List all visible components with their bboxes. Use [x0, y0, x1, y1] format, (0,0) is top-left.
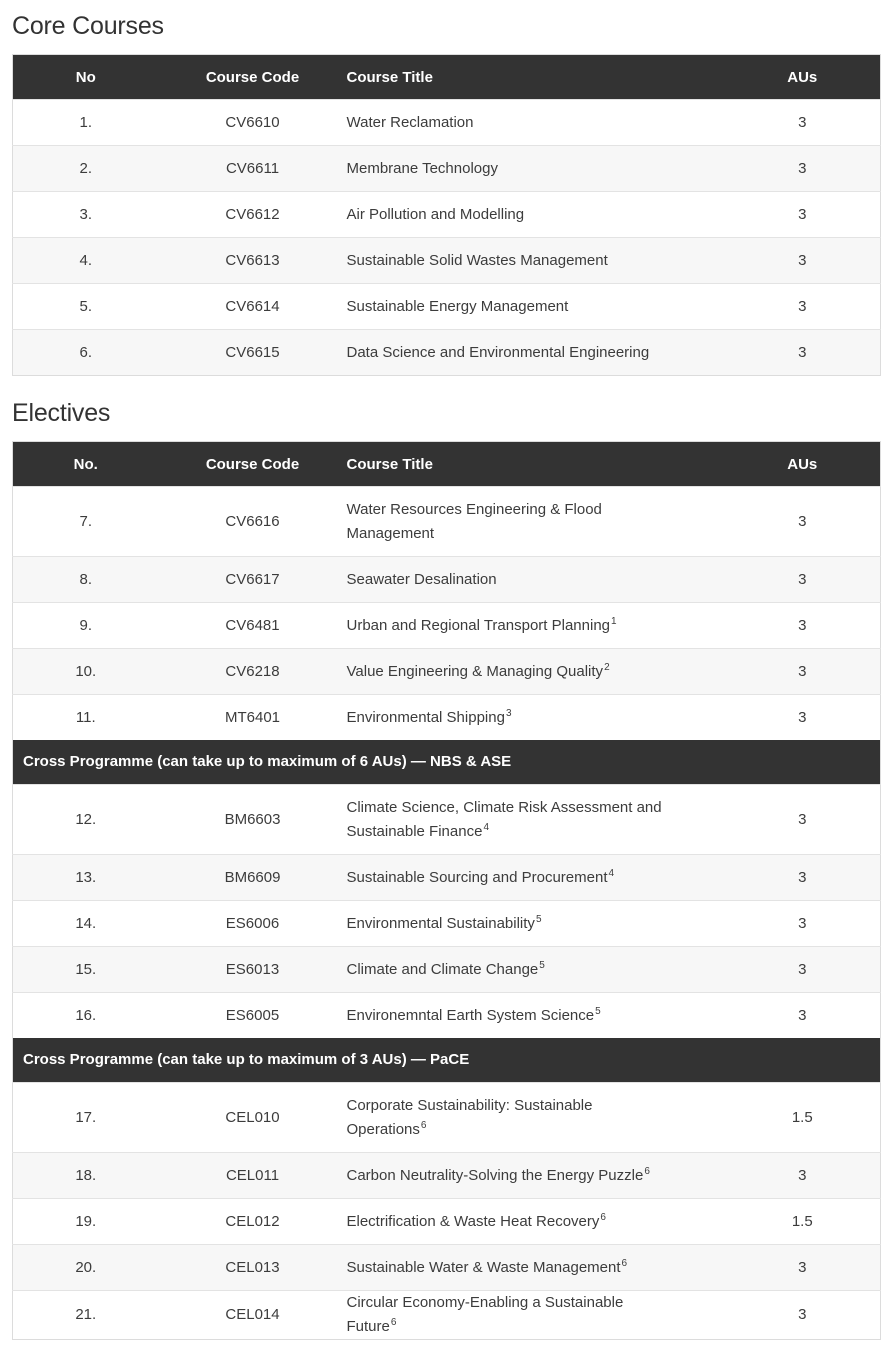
table-row: [13, 603, 881, 649]
row-no: 7.: [13, 487, 159, 557]
table-row: [13, 1153, 881, 1199]
row-title: [347, 1199, 725, 1245]
row-no: 4.: [13, 238, 159, 284]
table-row: [13, 238, 881, 284]
footnote-ref: 4: [483, 821, 489, 833]
row-no: 10.: [13, 649, 159, 695]
table-row: [13, 1199, 881, 1245]
row-no: 16.: [13, 993, 159, 1039]
row-no: 18.: [13, 1153, 159, 1199]
table-row: [13, 1245, 881, 1291]
row-title: Data Science and Environmental Engineering: [347, 330, 725, 376]
row-title-text: Circular Economy-Enabling a Sustainable Future: [346, 1294, 624, 1335]
table-header-row: [13, 55, 881, 100]
header-no: No: [13, 55, 159, 100]
row-code: BM6609: [159, 855, 347, 901]
row-code: BM6603: [159, 785, 347, 855]
header-course-title: Course Title: [347, 55, 725, 100]
row-title: Sustainable Solid Wastes Management: [347, 238, 725, 284]
row-title: Sustainable Energy Management: [347, 284, 725, 330]
row-aus: 1.5: [725, 1083, 881, 1153]
row-title-text: Climate and Climate Change: [346, 960, 539, 978]
row-title: [347, 695, 725, 741]
row-no: 3.: [13, 192, 159, 238]
footnote-ref: 5: [595, 1005, 601, 1017]
table-row: [13, 855, 881, 901]
row-title-text: Climate Science, Climate Risk Assessment and Sustainable Finance: [346, 798, 662, 840]
row-aus: 3: [725, 192, 881, 238]
row-title-text: Sustainable Water & Waste Management: [346, 1258, 621, 1276]
row-aus: 3: [725, 603, 881, 649]
row-code: CV6616: [159, 487, 347, 557]
row-title-text: Environmental Sustainability: [346, 914, 535, 932]
table-row: [13, 1083, 881, 1153]
row-code: ES6006: [159, 901, 347, 947]
row-title-text: Environmental Shipping: [346, 708, 505, 726]
row-code: CEL014: [159, 1291, 347, 1340]
row-title: [347, 557, 725, 603]
row-code: CV6613: [159, 238, 347, 284]
row-aus: 3: [725, 557, 881, 603]
row-aus: 3: [725, 785, 881, 855]
footnote-ref: 6: [420, 1119, 427, 1131]
row-no: 11.: [13, 695, 159, 741]
footnote-ref: 6: [600, 1211, 606, 1223]
header-course-code: Course Code: [159, 55, 347, 100]
section-label: Cross Programme (can take up to maximum of 6 AUs) — NBS & ASE: [13, 740, 881, 785]
footnote-ref: 6: [644, 1165, 650, 1177]
row-aus: 3: [725, 100, 881, 146]
electives-table: [12, 441, 881, 1340]
table-row: [13, 1291, 881, 1340]
header-course-title: Course Title: [347, 442, 725, 487]
row-title-text: Value Engineering & Managing Quality: [346, 662, 604, 680]
section-label: Cross Programme (can take up to maximum of 3 AUs) — PaCE: [13, 1038, 881, 1083]
core-courses-table: [12, 54, 881, 376]
row-title-text: Electrification & Waste Heat Recovery: [346, 1212, 600, 1230]
row-aus: 3: [725, 284, 881, 330]
table-row: [13, 487, 881, 557]
row-no: 14.: [13, 901, 159, 947]
row-title: Air Pollution and Modelling: [347, 192, 725, 238]
row-title-text: Water Resources Engineering & Flood Management: [346, 500, 602, 542]
row-no: 6.: [13, 330, 159, 376]
row-aus: 3: [725, 330, 881, 376]
row-aus: 3: [725, 695, 881, 741]
footnote-ref: 6: [390, 1317, 397, 1328]
footnote-ref: 5: [535, 913, 542, 925]
header-aus: AUs: [725, 55, 881, 100]
table-row: [13, 284, 881, 330]
row-title: [347, 1153, 725, 1199]
electives-heading: Electives: [12, 399, 111, 427]
table-row: [13, 146, 881, 192]
row-code: ES6013: [159, 947, 347, 993]
row-aus: 3: [725, 146, 881, 192]
row-aus: 3: [725, 238, 881, 284]
section-header-nbs-ase: [13, 740, 881, 785]
row-title: [347, 487, 725, 557]
table-row: [13, 192, 881, 238]
row-code: CV6611: [159, 146, 347, 192]
header-no: No.: [13, 442, 159, 487]
row-aus: 3: [725, 1291, 881, 1340]
row-title-text: Seawater Desalination: [346, 570, 497, 588]
row-no: 2.: [13, 146, 159, 192]
row-title-text: Urban and Regional Transport Planning: [346, 616, 611, 634]
row-title: [347, 1245, 725, 1291]
row-code: CEL012: [159, 1199, 347, 1245]
row-code: CEL013: [159, 1245, 347, 1291]
row-title: [347, 1291, 725, 1340]
row-code: MT6401: [159, 695, 347, 741]
row-title: [347, 855, 725, 901]
row-aus: 3: [725, 901, 881, 947]
row-title-text: Environemntal Earth System Science: [346, 1006, 595, 1024]
row-title: [347, 603, 725, 649]
row-title: [347, 993, 725, 1039]
table-row: [13, 993, 881, 1039]
row-no: 9.: [13, 603, 159, 649]
table-row: [13, 100, 881, 146]
footnote-ref: 5: [539, 959, 545, 971]
row-title: [347, 649, 725, 695]
row-aus: 3: [725, 487, 881, 557]
row-title-text: Carbon Neutrality-Solving the Energy Puzzle: [346, 1166, 644, 1184]
row-code: CEL010: [159, 1083, 347, 1153]
table-row: [13, 901, 881, 947]
table-header-row: [13, 442, 881, 487]
row-aus: 3: [725, 1245, 881, 1291]
header-course-code: Course Code: [159, 442, 347, 487]
row-title: Membrane Technology: [347, 146, 725, 192]
row-no: 17.: [13, 1083, 159, 1153]
row-no: 8.: [13, 557, 159, 603]
row-no: 13.: [13, 855, 159, 901]
row-aus: 3: [725, 649, 881, 695]
row-aus: 1.5: [725, 1199, 881, 1245]
row-title: Water Reclamation: [347, 100, 725, 146]
table-row: [13, 649, 881, 695]
row-no: 15.: [13, 947, 159, 993]
row-code: CEL011: [159, 1153, 347, 1199]
core-courses-heading: Core Courses: [12, 12, 164, 40]
row-code: CV6481: [159, 603, 347, 649]
row-no: 5.: [13, 284, 159, 330]
row-title-text: Corporate Sustainability: Sustainable Operations: [346, 1096, 593, 1138]
row-aus: 3: [725, 993, 881, 1039]
row-title-text: Sustainable Sourcing and Procurement: [346, 868, 608, 886]
table-row: [13, 330, 881, 376]
table-row: [13, 557, 881, 603]
row-no: 20.: [13, 1245, 159, 1291]
row-code: ES6005: [159, 993, 347, 1039]
footnote-ref: 2: [604, 661, 610, 673]
row-no: 19.: [13, 1199, 159, 1245]
row-title: [347, 1083, 725, 1153]
footnote-ref: 1: [611, 615, 617, 627]
row-title: [347, 901, 725, 947]
row-title: [347, 785, 725, 855]
table-row: [13, 785, 881, 855]
row-no: 21.: [13, 1291, 159, 1340]
table-row: [13, 947, 881, 993]
row-aus: 3: [725, 1153, 881, 1199]
row-code: CV6218: [159, 649, 347, 695]
row-aus: 3: [725, 855, 881, 901]
row-code: CV6614: [159, 284, 347, 330]
row-title: [347, 947, 725, 993]
footnote-ref: 3: [505, 707, 512, 719]
row-code: CV6612: [159, 192, 347, 238]
row-code: CV6617: [159, 557, 347, 603]
row-aus: 3: [725, 947, 881, 993]
table-row: [13, 695, 881, 741]
row-no: 12.: [13, 785, 159, 855]
row-code: CV6615: [159, 330, 347, 376]
header-aus: AUs: [725, 442, 881, 487]
row-code: CV6610: [159, 100, 347, 146]
footnote-ref: 6: [621, 1257, 628, 1269]
section-header-pace: [13, 1038, 881, 1083]
footnote-ref: 4: [608, 867, 615, 879]
row-no: 1.: [13, 100, 159, 146]
